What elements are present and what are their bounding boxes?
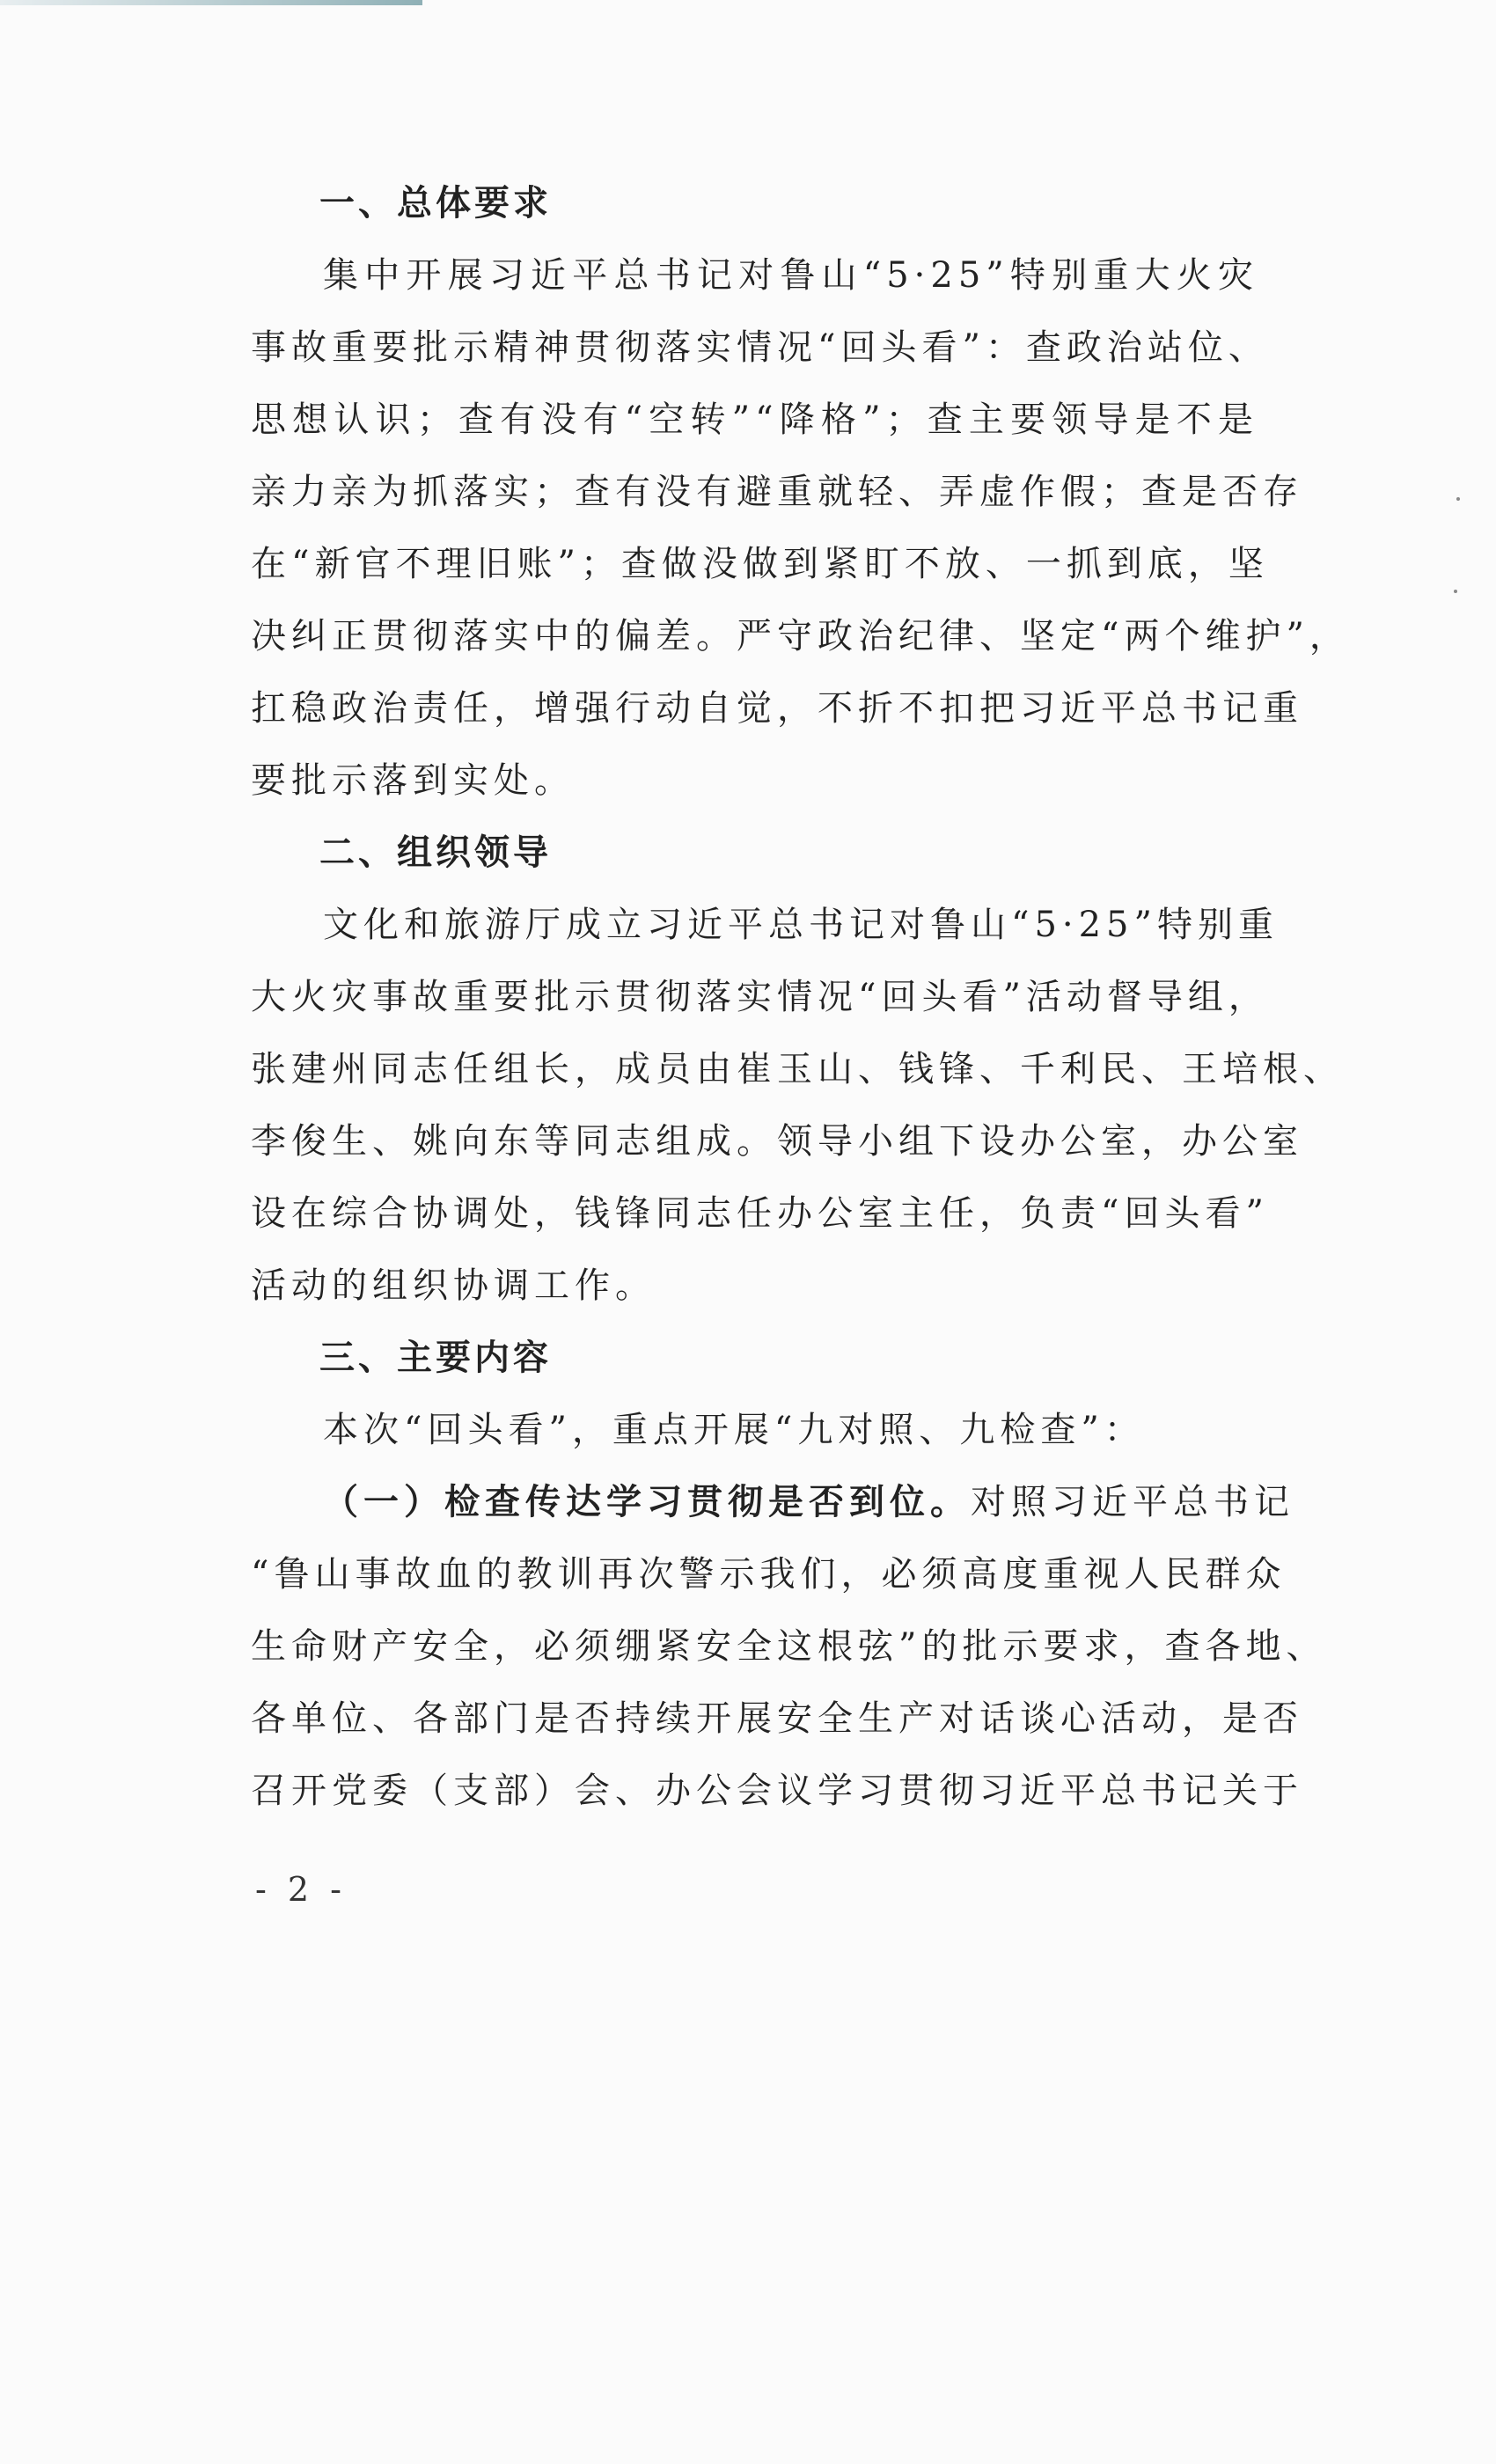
document-page bbox=[251, 167, 1350, 1827]
section-paragraph-general-requirements bbox=[251, 239, 1350, 817]
section-heading-organization: 二、组织领导 bbox=[319, 832, 552, 873]
scan-speck bbox=[1454, 590, 1457, 593]
paragraph-line: “鲁山事故血的教训再次警示我们，必须高度重视人民群众 bbox=[251, 1554, 1287, 1595]
section-heading-main-content: 三、主要内容 bbox=[319, 1338, 552, 1378]
paragraph-line: 思想认识；查有没有“空转”“降格”；查主要领导是不是 bbox=[251, 400, 1258, 440]
paragraph-line: 决纠正贯彻落实中的偏差。严守政治纪律、坚定“两个维护”， bbox=[251, 616, 1350, 656]
paragraph-line: 要批示落到实处。 bbox=[251, 760, 575, 801]
paragraph-line: 集中开展习近平总书记对鲁山“5·25”特别重大火灾 bbox=[323, 255, 1258, 296]
paragraph-line: 设在综合协调处，钱锋同志任办公室主任，负责“回头看” bbox=[251, 1193, 1269, 1234]
paragraph-line: 事故重要批示精神贯彻落实情况“回头看”：查政治站位、 bbox=[251, 327, 1269, 368]
item-text: 对照习近平总书记 bbox=[971, 1482, 1294, 1522]
paragraph-line: 文化和旅游厅成立习近平总书记对鲁山“5·25”特别重 bbox=[323, 905, 1279, 945]
paragraph-line: 张建州同志任组长，成员由崔玉山、钱锋、千利民、王培根、 bbox=[251, 1049, 1344, 1089]
paragraph-line bbox=[251, 1466, 1294, 1538]
paragraph-line: 生命财产安全，必须绷紧安全这根弦”的批示要求，查各地、 bbox=[251, 1626, 1327, 1667]
scan-edge-mark bbox=[0, 0, 422, 5]
paragraph-line: 亲力亲为抓落实；查有没有避重就轻、弄虚作假；查是否存 bbox=[251, 472, 1303, 512]
scan-speck bbox=[1456, 497, 1460, 501]
paragraph-line: 李俊生、姚向东等同志组成。领导小组下设办公室，办公室 bbox=[251, 1121, 1303, 1162]
paragraph-line: 活动的组织协调工作。 bbox=[251, 1265, 656, 1306]
paragraph-line: 在“新官不理旧账”；查做没做到紧盯不放、一抓到底，坚 bbox=[251, 544, 1269, 584]
item-lead: （一）检查传达学习贯彻是否到位。 bbox=[323, 1482, 971, 1522]
paragraph-line: 扛稳政治责任，增强行动自觉，不折不扣把习近平总书记重 bbox=[251, 688, 1303, 729]
section-paragraph-organization bbox=[251, 889, 1344, 1322]
section-intro-line: 本次“回头看”，重点开展“九对照、九检查”： bbox=[323, 1410, 1145, 1450]
paragraph-line: 召开党委（支部）会、办公会议学习贯彻习近平总书记关于 bbox=[251, 1771, 1303, 1811]
section-heading-general-requirements: 一、总体要求 bbox=[319, 183, 552, 224]
page-number: - 2 - bbox=[255, 1870, 348, 1909]
item-one-paragraph bbox=[251, 1466, 1327, 1827]
paragraph-line: 各单位、各部门是否持续开展安全生产对话谈心活动，是否 bbox=[251, 1698, 1303, 1739]
paragraph-line: 大火灾事故重要批示贯彻落实情况“回头看”活动督导组， bbox=[251, 977, 1269, 1017]
